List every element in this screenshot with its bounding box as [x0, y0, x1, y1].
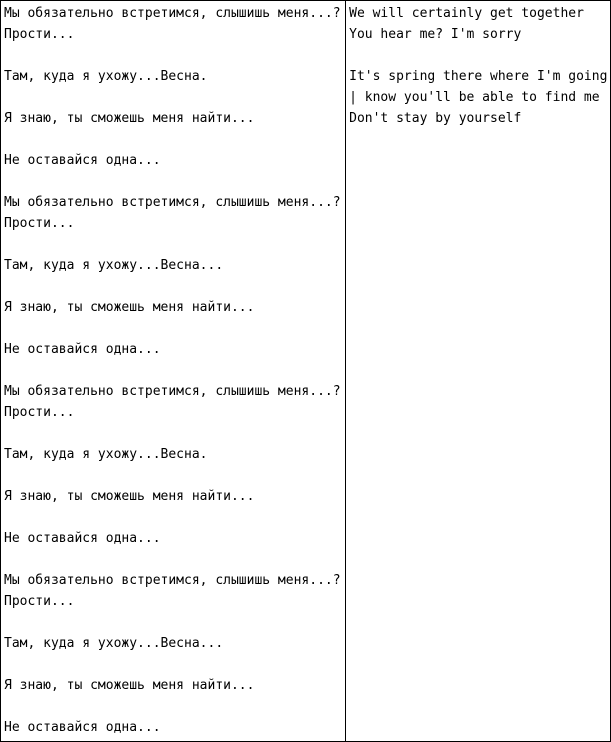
russian-lyric-line: Я знаю, ты сможешь меня найти...	[4, 678, 255, 693]
russian-lyric-line: Прости...	[4, 216, 75, 231]
russian-lyric-line	[4, 318, 342, 339]
russian-lyrics-cell[interactable]	[1, 1, 346, 742]
russian-lyric-line	[4, 423, 342, 444]
english-lyric-line: It's spring there where I'm going	[349, 69, 608, 84]
russian-lyric-line: Я знаю, ты сможешь меня найти...	[4, 300, 255, 315]
english-lyric-line: Don't stay by yourself	[349, 111, 522, 126]
russian-lyric-line: Там, куда я ухожу...Весна...	[4, 258, 224, 273]
russian-lyric-line: Прости...	[4, 405, 75, 420]
russian-lyric-line	[4, 129, 342, 150]
russian-lyric-line	[4, 654, 342, 675]
russian-lyric-line: Мы обязательно встретимся, слышишь меня...?	[4, 573, 341, 588]
russian-lyric-line: Там, куда я ухожу...Весна...	[4, 636, 224, 651]
russian-lyric-line: Мы обязательно встретимся, слышишь меня...?	[4, 195, 341, 210]
english-lyric-line: We will certainly get together	[349, 6, 584, 21]
russian-lyric-line	[4, 234, 342, 255]
russian-lyric-line	[4, 171, 342, 192]
russian-lyric-line: Не оставайся одна...	[4, 531, 161, 546]
russian-lyric-line	[4, 465, 342, 486]
russian-lyric-line	[4, 549, 342, 570]
russian-lyric-line	[4, 507, 342, 528]
russian-lyric-line: Мы обязательно встретимся, слышишь меня...?	[4, 384, 341, 399]
russian-lyric-line: Я знаю, ты сможешь меня найти...	[4, 489, 255, 504]
russian-lyric-line	[4, 360, 342, 381]
russian-lyric-line: Не оставайся одна...	[4, 153, 161, 168]
russian-lyric-line: Там, куда я ухожу...Весна.	[4, 447, 208, 462]
russian-lyric-line: Прости...	[4, 27, 75, 42]
russian-lyric-line: Там, куда я ухожу...Весна.	[4, 69, 208, 84]
english-lyric-line	[349, 45, 607, 66]
russian-lyric-line	[4, 45, 342, 66]
russian-lyric-line: Прости...	[4, 594, 75, 609]
russian-lyric-line: Мы обязательно встретимся, слышишь меня...?	[4, 6, 341, 21]
english-lyric-line: You hear me? I'm sorry	[349, 27, 522, 42]
english-translation-text	[349, 3, 607, 129]
russian-lyric-line: Не оставайся одна...	[4, 720, 161, 735]
russian-lyric-line	[4, 276, 342, 297]
english-translation-cell[interactable]	[346, 1, 611, 742]
russian-lyrics-text	[4, 3, 342, 738]
russian-lyric-line	[4, 87, 342, 108]
russian-lyric-line	[4, 612, 342, 633]
russian-lyric-line	[4, 696, 342, 717]
table-row	[1, 1, 611, 742]
russian-lyric-line: Я знаю, ты сможешь меня найти...	[4, 111, 255, 126]
english-lyric-line: | know you'll be able to find me	[349, 90, 600, 105]
russian-lyric-line: Не оставайся одна...	[4, 342, 161, 357]
